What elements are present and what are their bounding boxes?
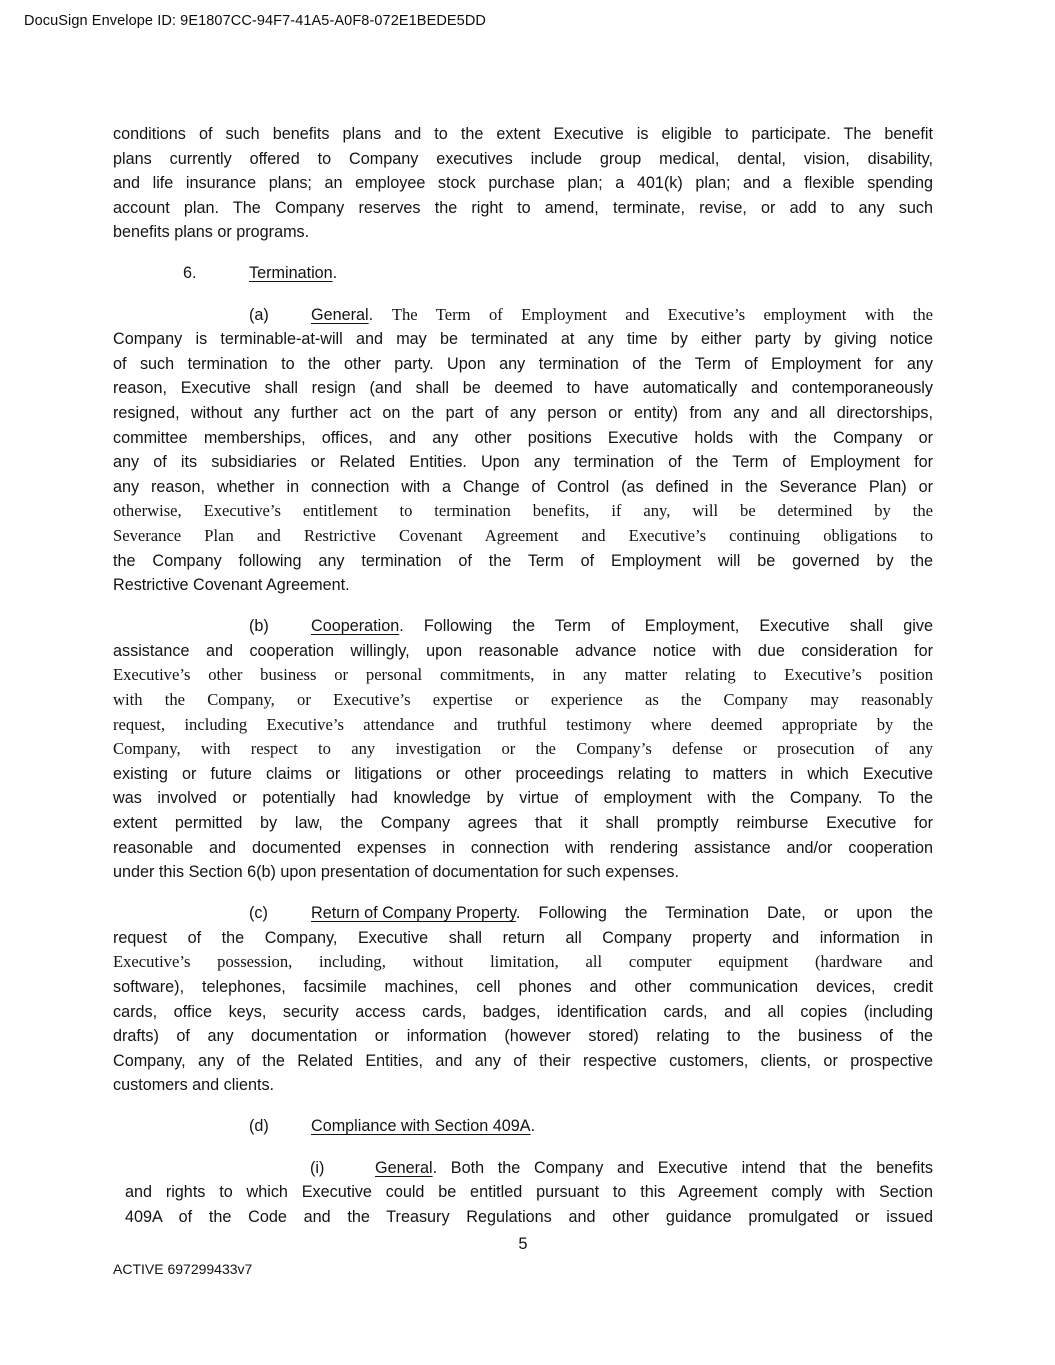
text-line: conditions of such benefits plans and to the extent Executive is eligible to participate. The benefit [113, 125, 933, 143]
section-heading [113, 1114, 933, 1139]
paragraph [113, 122, 933, 245]
heading-period: . [530, 1117, 536, 1136]
document-body [113, 122, 933, 1246]
paragraph-text: Both the Company and Executive intend that the benefits [450, 1158, 933, 1177]
tab-indent [113, 1172, 310, 1173]
list-marker: (i) [310, 1158, 325, 1177]
text-line: customers and clients. [113, 1076, 275, 1095]
heading-title: General [375, 1158, 433, 1177]
heading-title: Termination [249, 264, 333, 283]
list-marker: (b) [249, 617, 269, 636]
heading-title: Cooperation [311, 617, 400, 636]
heading-period: . [332, 264, 338, 283]
list-marker: (a) [249, 305, 269, 324]
list-marker-unit [113, 303, 373, 328]
heading-period: . [515, 904, 521, 923]
text-line: benefits plans or programs. [113, 223, 310, 242]
text-line: of such termination to the other party. Upon any termination of the Term of Employment for any [113, 354, 933, 373]
section-heading [113, 261, 933, 286]
heading-period: . [432, 1158, 438, 1177]
text-line [113, 1156, 933, 1181]
text-line: any of its subsidiaries or Related Entities. Upon any termination of the Term of Employment for [113, 453, 933, 472]
text-line: extent permitted by law, the Company agrees that it shall promptly reimburse Executive for [113, 813, 933, 832]
text-line: Executive’s other business or personal commitments, in any matter relating to Executive’s position [113, 665, 933, 685]
text-line: 409A of the Code and the Treasury Regulations and other guidance promulgated or issued [125, 1207, 933, 1226]
list-marker-unit [113, 1114, 535, 1139]
tab-indent [113, 917, 249, 918]
text-line: Severance Plan and Restrictive Covenant Agreement and Executive’s continuing obligations to [113, 525, 933, 545]
text-line: plans currently offered to Company executives include group medical, dental, vision, disability, [113, 149, 933, 168]
text-line: committee memberships, offices, and any other positions Executive holds with the Company or [113, 428, 933, 447]
paragraph-text: The Term of Employment and Executive’s employment with the [391, 304, 934, 324]
text-line: existing or future claims or litigations or other proceedings relating to matters in which Executive [113, 764, 933, 783]
paragraph [113, 614, 933, 885]
text-line: otherwise, Executive’s entitlement to termination benefits, if any, will be determined by the [113, 501, 933, 521]
heading-title: Return of Company Property [311, 904, 516, 923]
text-line: and life insurance plans; an employee stock purchase plan; a 401(k) plan; and a flexible spending [113, 174, 933, 193]
list-marker-unit [113, 901, 520, 926]
text-line: request, including Executive’s attendance and truthful testimony where deemed appropriate by the [113, 714, 933, 734]
text-line [113, 901, 933, 926]
text-line: account plan. The Company reserves the right to amend, terminate, revise, or add to any such [113, 198, 933, 217]
heading-period: . [399, 617, 404, 636]
page-number: 5 [518, 1235, 528, 1253]
tab-indent [113, 277, 183, 278]
paragraph [113, 901, 933, 1098]
text-line: with the Company, or Executive’s expertise or experience as the Company may reasonably [113, 689, 933, 709]
list-marker: (c) [249, 904, 268, 923]
list-marker: (d) [249, 1117, 269, 1136]
text-line: reason, Executive shall resign (and shall be deemed to have automatically and contemporaneously [113, 379, 933, 398]
list-marker-unit [113, 1156, 437, 1181]
heading-line [113, 1114, 933, 1139]
paragraph-text: Following the Term of Employment, Executive shall give [423, 617, 933, 636]
docusign-envelope-id: DocuSign Envelope ID: 9E1807CC-94F7-41A5-A0F8-072E1BEDE5DD [24, 13, 486, 29]
heading-line [113, 261, 933, 286]
text-line: Company, with respect to any investigation or the Company’s defense or prosecution of any [113, 739, 933, 759]
text-line: software), telephones, facsimile machines, cell phones and other communication devices, credit [113, 978, 933, 996]
list-marker-unit [113, 614, 404, 639]
paragraph-text: Following the Termination Date, or upon the [538, 904, 934, 923]
list-marker: 6. [183, 264, 197, 283]
text-line: under this Section 6(b) upon presentation of documentation for such expenses. [113, 863, 680, 882]
text-line: the Company following any termination of the Term of Employment will be governed by the [113, 551, 933, 570]
text-line: and rights to which Executive could be entitled pursuant to this Agreement comply with Section [125, 1183, 933, 1202]
heading-title: General [311, 305, 369, 324]
text-line: Restrictive Covenant Agreement. [113, 576, 350, 595]
text-line: Company is terminable-at-will and may be terminated at any time by either party by giving notice [113, 330, 933, 349]
list-marker-unit [113, 261, 337, 286]
tab-indent [113, 630, 249, 631]
document-id-footer: ACTIVE 697299433v7 [113, 1261, 253, 1277]
text-line: reasonable and documented expenses in connection with rendering assistance and/or cooperation [113, 838, 933, 857]
tab-indent [113, 319, 249, 320]
text-line: drafts) of any documentation or information (however stored) relating to the business of the [113, 1027, 933, 1046]
paragraph [113, 1156, 933, 1230]
text-line: request of the Company, Executive shall return all Company property and information in [113, 928, 933, 947]
text-line [113, 303, 933, 328]
heading-period: . [368, 305, 374, 324]
paragraph [113, 303, 933, 598]
text-line: was involved or potentially had knowledge by virtue of employment with the Company. To the [113, 789, 933, 808]
text-line [113, 614, 933, 639]
text-line: assistance and cooperation willingly, upon reasonable advance notice with due consideration for [113, 641, 933, 660]
text-line: resigned, without any further act on the part of any person or entity) from any and all directorships, [113, 403, 933, 422]
text-line: cards, office keys, security access cards, badges, identification cards, and all copies (including [113, 1002, 933, 1021]
text-line: Executive’s possession, including, without limitation, all computer equipment (hardware and [113, 952, 933, 972]
tab-indent [113, 1130, 249, 1131]
text-line: any reason, whether in connection with a Change of Control (as defined in the Severance Plan) or [113, 477, 933, 496]
heading-title: Compliance with Section 409A [311, 1117, 531, 1136]
text-line: Company, any of the Related Entities, and any of their respective customers, clients, or prospective [113, 1051, 933, 1070]
